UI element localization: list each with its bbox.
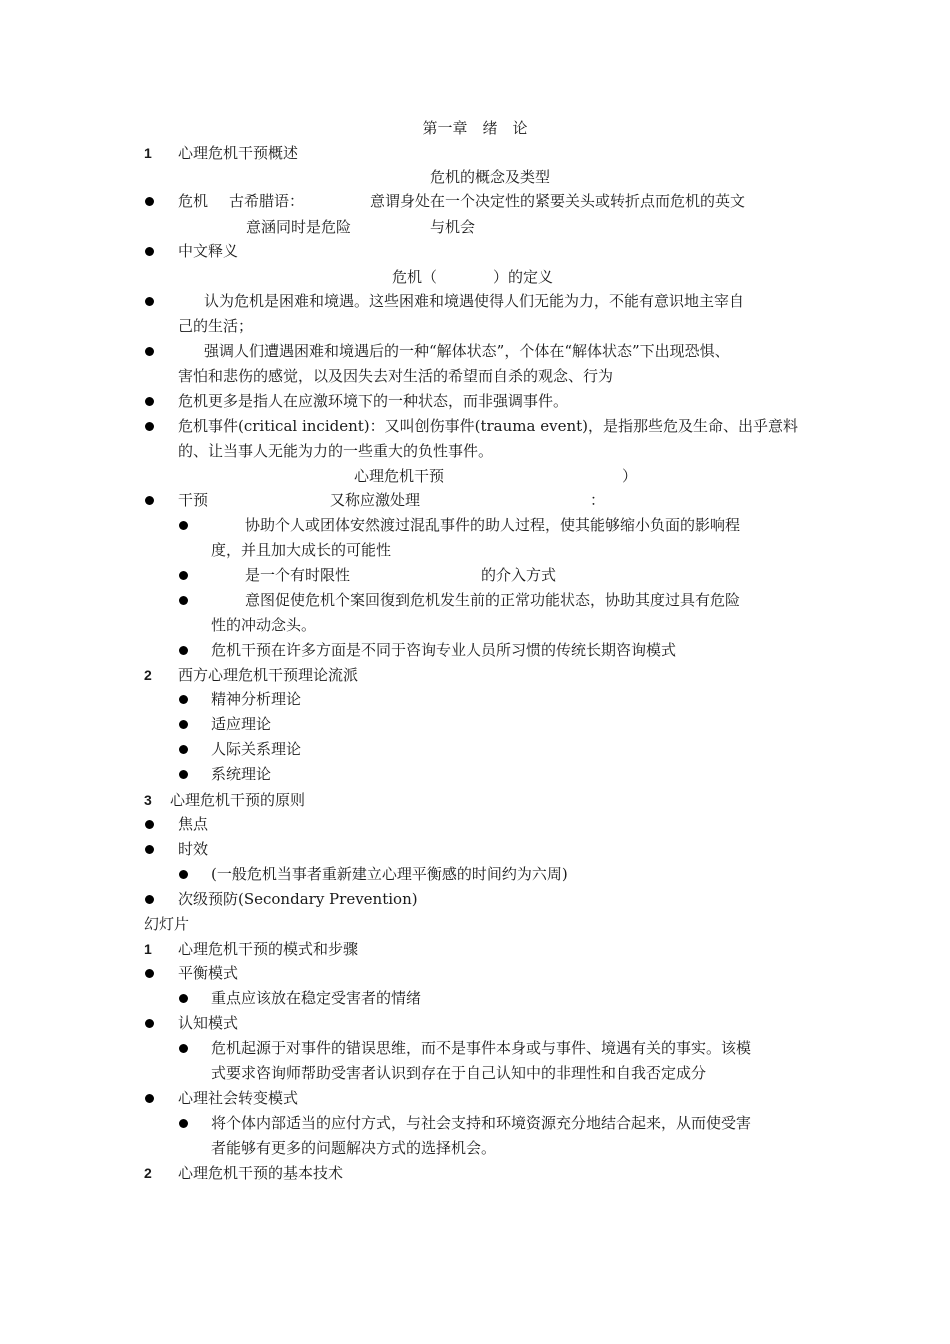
definition-heading-left: 危机（ xyxy=(392,268,438,286)
sub-list-item: 将个体内部适当的应付方式，与社会支持和环境资源充分地结合起来，从而使受害 xyxy=(211,1114,752,1132)
bullet-icon xyxy=(145,247,154,256)
sub-list-item-cont: 性的冲动念头。 xyxy=(211,616,317,634)
section-heading: 心理危机干预的基本技术 xyxy=(178,1164,344,1182)
definition-heading-right: ）的定义 xyxy=(493,268,554,286)
bullet-icon xyxy=(145,197,154,206)
list-item: 心理社会转变模式 xyxy=(178,1089,299,1107)
sub-list-item-tail: 的介入方式 xyxy=(481,566,557,584)
theory-item: 适应理论 xyxy=(211,715,272,733)
subheading: 危机的概念及类型 xyxy=(430,168,551,186)
intervention-heading-left: 心理危机干预 xyxy=(354,467,445,485)
list-item: 平衡模式 xyxy=(178,964,239,982)
sub-list-item: 意图促使危机个案回復到危机发生前的正常功能状态，协助其度过具有危险 xyxy=(245,591,741,609)
section-heading: 西方心理危机干预理论流派 xyxy=(178,666,359,684)
intervention-heading-right: ） xyxy=(622,467,638,485)
bullet-icon xyxy=(179,596,188,605)
bullet-icon xyxy=(145,297,154,306)
bullet-icon xyxy=(145,422,154,431)
theory-item: 人际关系理论 xyxy=(211,740,302,758)
section-number: 1 xyxy=(144,941,152,957)
bullet-icon xyxy=(179,521,188,530)
section-number: 1 xyxy=(144,145,152,161)
bullet-icon xyxy=(179,646,188,655)
bullet-icon xyxy=(145,1094,154,1103)
bullet-icon xyxy=(145,397,154,406)
sub-list-item-cont: 者能够有更多的问题解决方式的选择机会。 xyxy=(211,1139,497,1157)
bullet-icon xyxy=(145,845,154,854)
sub-list-item: 危机干预在许多方面是不同于咨询专业人员所习惯的传统长期咨询模式 xyxy=(211,641,677,659)
bullet-icon xyxy=(179,770,188,779)
list-item: 次级预防(Secondary Prevention) xyxy=(178,890,418,908)
section-heading: 心理危机干预的原则 xyxy=(170,791,306,809)
sub-list-item: 协助个人或团体安然渡过混乱事件的助人过程，使其能够缩小负面的影响程 xyxy=(245,516,741,534)
list-item: 中文释义 xyxy=(178,242,239,260)
crisis-greek-label: 古希腊语： xyxy=(229,192,305,210)
chapter-title: 第一章 绪 论 xyxy=(422,119,528,137)
bullet-icon xyxy=(179,745,188,754)
bullet-icon xyxy=(179,1119,188,1128)
bullet-icon xyxy=(179,720,188,729)
list-item: 危机事件(critical incident)：又叫创伤事件(trauma event)，是指那些危及生命、出乎意料 xyxy=(178,417,798,435)
crisis-opportunity: 与机会 xyxy=(430,218,476,236)
bullet-icon xyxy=(179,1044,188,1053)
section-heading: 心理危机干预的模式和步骤 xyxy=(178,940,359,958)
bullet-icon xyxy=(145,1019,154,1028)
list-item-cont: 的、让当事人无能为力的一些重大的负性事件。 xyxy=(178,442,494,460)
section-heading: 心理危机干预概述 xyxy=(178,144,299,162)
bullet-icon xyxy=(179,870,188,879)
sub-list-item: 重点应该放在稳定受害者的情绪 xyxy=(211,989,422,1007)
bullet-icon xyxy=(179,994,188,1003)
list-item: 认为危机是困难和境遇。这些困难和境遇使得人们无能为力，不能有意识地主宰自 xyxy=(204,292,745,310)
sub-list-item-cont: 度，并且加大成长的可能性 xyxy=(211,541,392,559)
crisis-danger: 意涵同时是危险 xyxy=(246,218,352,236)
list-item-cont: 害怕和悲伤的感觉，以及因失去对生活的希望而自杀的观念、行为 xyxy=(178,367,614,385)
sub-list-item-cont: 式要求咨询师帮助受害者认识到存在于自己认知中的非理性和自我否定成分 xyxy=(211,1064,707,1082)
bullet-icon xyxy=(145,820,154,829)
list-item: 强调人们遭遇困难和境遇后的一种“解体状态”，个体在“解体状态”下出现恐惧、 xyxy=(204,342,730,360)
bullet-icon xyxy=(179,571,188,580)
list-item-cont: 己的生活； xyxy=(178,317,254,335)
slides-label: 幻灯片 xyxy=(144,915,190,933)
sub-list-item: 是一个有时限性 xyxy=(245,566,351,584)
theory-item: 系统理论 xyxy=(211,765,272,783)
bullet-icon xyxy=(145,496,154,505)
intervene-alias: 又称应激处理 xyxy=(330,491,421,509)
list-item: 认知模式 xyxy=(178,1014,239,1032)
section-number: 2 xyxy=(144,1165,152,1181)
section-number: 2 xyxy=(144,667,152,683)
sub-list-item: 危机起源于对事件的错误思维，而不是事件本身或与事件、境遇有关的事实。该模 xyxy=(211,1039,752,1057)
bullet-icon xyxy=(179,695,188,704)
list-item: 时效 xyxy=(178,840,209,858)
list-item: 焦点 xyxy=(178,815,209,833)
list-item: 危机更多是指人在应激环境下的一种状态，而非强调事件。 xyxy=(178,392,569,410)
bullet-icon xyxy=(145,347,154,356)
section-number: 3 xyxy=(144,792,152,808)
intervene-term: 干预 xyxy=(178,491,209,509)
intervene-colon: ： xyxy=(590,491,606,509)
theory-item: 精神分析理论 xyxy=(211,690,302,708)
sub-list-item: (一般危机当事者重新建立心理平衡感的时间约为六周) xyxy=(211,865,568,883)
bullet-icon xyxy=(145,969,154,978)
bullet-icon xyxy=(145,895,154,904)
crisis-meaning: 意谓身处在一个决定性的紧要关头或转折点而危机的英文 xyxy=(370,192,746,210)
crisis-term: 危机 xyxy=(178,192,209,210)
